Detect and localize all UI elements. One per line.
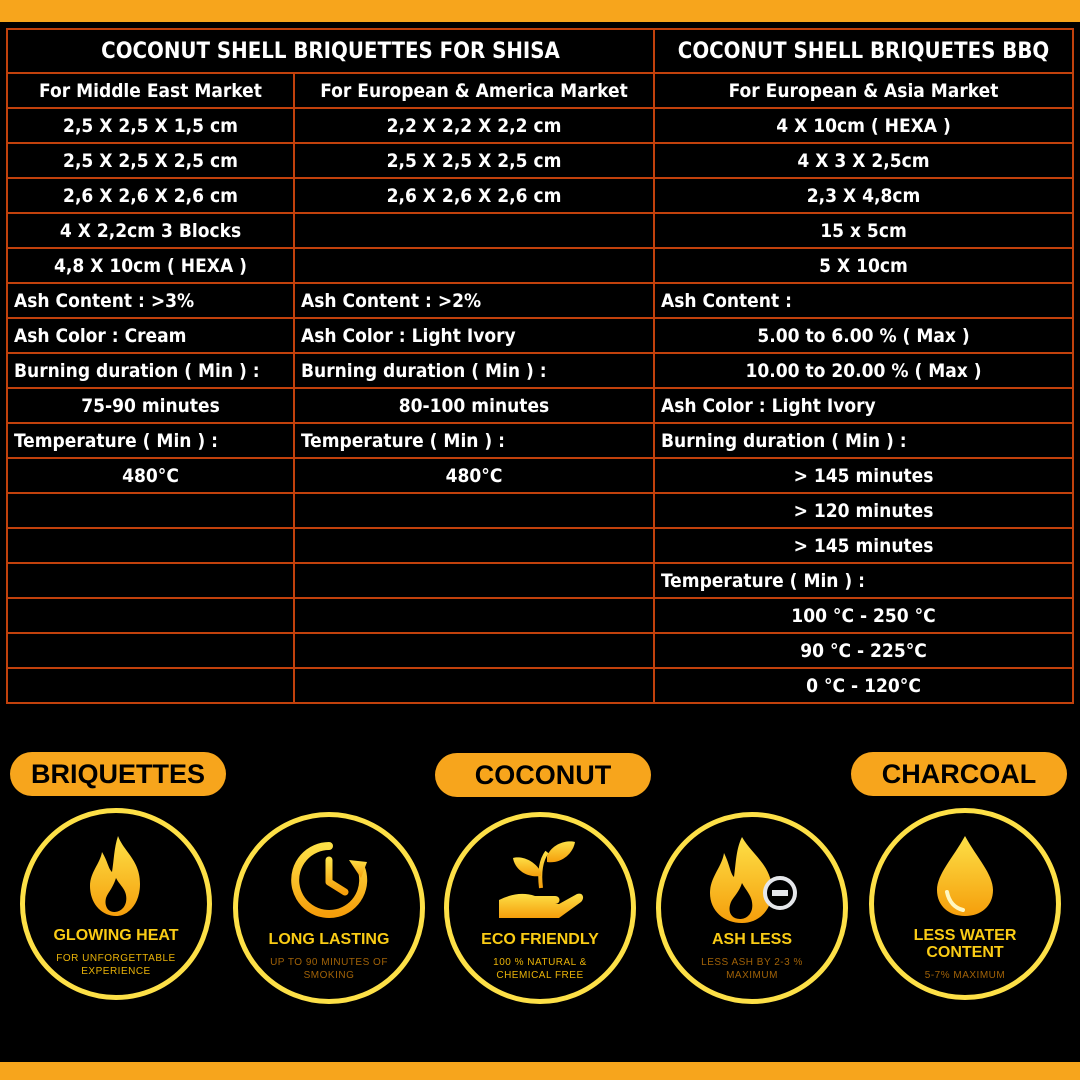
pill-briquettes: BRIQUETTES bbox=[10, 752, 226, 796]
cell: 2,3 X 4,8cm bbox=[654, 178, 1073, 213]
table-row bbox=[7, 563, 1073, 598]
badge-title: ECO FRIENDLY bbox=[481, 931, 599, 948]
cell: 80-100 minutes bbox=[294, 388, 654, 423]
cell: 0 °C - 120°C bbox=[654, 668, 1073, 703]
leaf-hand-icon bbox=[495, 835, 585, 925]
cell: 2,6 X 2,6 X 2,6 cm bbox=[7, 178, 294, 213]
cell: 2,2 X 2,2 X 2,2 cm bbox=[294, 108, 654, 143]
cell: 480°C bbox=[7, 458, 294, 493]
cell bbox=[294, 248, 654, 283]
cell: Temperature ( Min ) : bbox=[294, 423, 654, 458]
cell: 75-90 minutes bbox=[7, 388, 294, 423]
cell: 5.00 to 6.00 % ( Max ) bbox=[654, 318, 1073, 353]
table-row bbox=[7, 633, 1073, 668]
cell: Ash Content : >2% bbox=[294, 283, 654, 318]
cell: 2,5 X 2,5 X 2,5 cm bbox=[7, 143, 294, 178]
cell: Ash Content : >3% bbox=[7, 283, 294, 318]
cell: 4 X 2,2cm 3 Blocks bbox=[7, 213, 294, 248]
cell: 4,8 X 10cm ( HEXA ) bbox=[7, 248, 294, 283]
table-row bbox=[7, 213, 1073, 248]
cell bbox=[7, 668, 294, 703]
table-row bbox=[7, 283, 1073, 318]
cell: 480°C bbox=[294, 458, 654, 493]
header-bbq: COCONUT SHELL BRIQUETES BBQ bbox=[654, 29, 1073, 73]
table-row bbox=[7, 248, 1073, 283]
cell: Ash Color : Cream bbox=[7, 318, 294, 353]
cell: Burning duration ( Min ) : bbox=[654, 423, 1073, 458]
table-row bbox=[7, 423, 1073, 458]
badge-subtitle: LESS ASH BY 2-3 % MAXIMUM bbox=[701, 957, 803, 981]
cell: 2,5 X 2,5 X 1,5 cm bbox=[7, 108, 294, 143]
badge-title: GLOWING HEAT bbox=[53, 927, 179, 944]
badge-subtitle: FOR UNFORGETTABLE EXPERIENCE bbox=[56, 953, 176, 977]
cell: Temperature ( Min ) : bbox=[7, 423, 294, 458]
market-middle-east: For Middle East Market bbox=[7, 73, 294, 108]
badge-subtitle: 5-7% MAXIMUM bbox=[924, 970, 1006, 981]
cell bbox=[294, 668, 654, 703]
badge-eco-friendly bbox=[444, 812, 636, 1004]
cell: > 145 minutes bbox=[654, 528, 1073, 563]
table-row bbox=[7, 178, 1073, 213]
cell: 4 X 3 X 2,5cm bbox=[654, 143, 1073, 178]
badge-title: LESS WATER CONTENT bbox=[913, 927, 1017, 961]
badge-less-water bbox=[869, 808, 1061, 1000]
cell bbox=[294, 213, 654, 248]
table-row bbox=[7, 493, 1073, 528]
cell: 90 °C - 225°C bbox=[654, 633, 1073, 668]
top-accent-band bbox=[0, 0, 1080, 22]
table-row bbox=[7, 458, 1073, 493]
flame-icon bbox=[84, 831, 148, 921]
cell bbox=[294, 563, 654, 598]
table-row bbox=[7, 668, 1073, 703]
badge-long-lasting bbox=[233, 812, 425, 1004]
badge-glowing-heat bbox=[20, 808, 212, 1000]
cell bbox=[7, 598, 294, 633]
cell: Ash Color : Light Ivory bbox=[654, 388, 1073, 423]
table-row bbox=[7, 353, 1073, 388]
cell: 2,5 X 2,5 X 2,5 cm bbox=[294, 143, 654, 178]
clock-icon bbox=[287, 835, 371, 925]
market-row bbox=[7, 73, 1073, 108]
table-row bbox=[7, 318, 1073, 353]
cell: > 145 minutes bbox=[654, 458, 1073, 493]
cell: 4 X 10cm ( HEXA ) bbox=[654, 108, 1073, 143]
cell bbox=[294, 493, 654, 528]
pill-coconut: COCONUT bbox=[435, 753, 651, 797]
table-row bbox=[7, 598, 1073, 633]
cell: Ash Color : Light Ivory bbox=[294, 318, 654, 353]
bottom-accent-band bbox=[0, 1062, 1080, 1080]
specification-table bbox=[6, 28, 1074, 704]
cell: Ash Content : bbox=[654, 283, 1073, 318]
cell bbox=[294, 528, 654, 563]
cell: 5 X 10cm bbox=[654, 248, 1073, 283]
cell bbox=[7, 528, 294, 563]
badge-title: LONG LASTING bbox=[268, 931, 390, 948]
table-row bbox=[7, 108, 1073, 143]
cell: Burning duration ( Min ) : bbox=[7, 353, 294, 388]
cell: Burning duration ( Min ) : bbox=[294, 353, 654, 388]
table-row bbox=[7, 388, 1073, 423]
cell: 100 °C - 250 °C bbox=[654, 598, 1073, 633]
table-row bbox=[7, 528, 1073, 563]
cell: > 120 minutes bbox=[654, 493, 1073, 528]
badge-subtitle: UP TO 90 MINUTES OF SMOKING bbox=[270, 957, 388, 981]
header-shisa: COCONUT SHELL BRIQUETTES FOR SHISA bbox=[7, 29, 654, 73]
cell: 2,6 X 2,6 X 2,6 cm bbox=[294, 178, 654, 213]
badge-subtitle: 100 % NATURAL & CHEMICAL FREE bbox=[493, 957, 587, 981]
table-row bbox=[7, 143, 1073, 178]
table-header-row bbox=[7, 29, 1073, 73]
cell bbox=[294, 633, 654, 668]
water-drop-icon bbox=[933, 831, 997, 921]
cell: 10.00 to 20.00 % ( Max ) bbox=[654, 353, 1073, 388]
pill-charcoal: CHARCOAL bbox=[851, 752, 1067, 796]
badge-title: ASH LESS bbox=[711, 931, 792, 948]
badge-ash-less bbox=[656, 812, 848, 1004]
cell: 15 x 5cm bbox=[654, 213, 1073, 248]
market-europe-asia: For European & Asia Market bbox=[654, 73, 1073, 108]
cell: Temperature ( Min ) : bbox=[654, 563, 1073, 598]
cell bbox=[7, 493, 294, 528]
cell bbox=[294, 598, 654, 633]
cell bbox=[7, 633, 294, 668]
flame-minus-icon bbox=[702, 835, 802, 925]
market-europe-america: For European & America Market bbox=[294, 73, 654, 108]
cell bbox=[7, 563, 294, 598]
